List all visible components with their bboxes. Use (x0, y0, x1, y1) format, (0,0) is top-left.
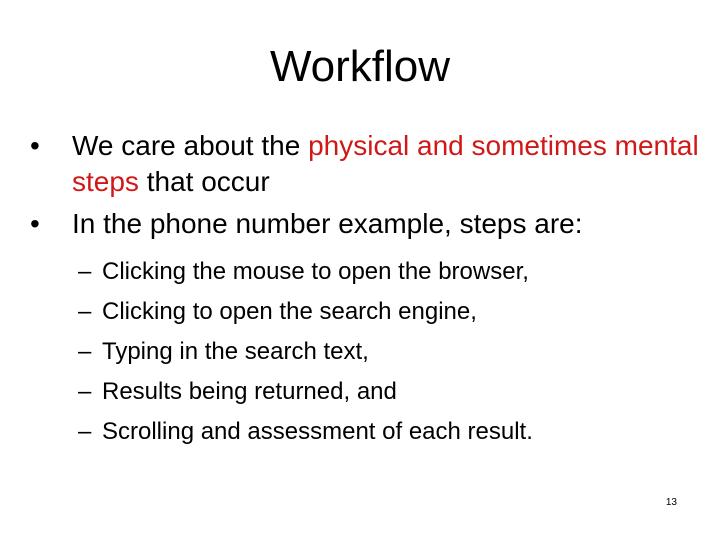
sub-item (78, 292, 700, 332)
dash-marker: – (78, 258, 92, 285)
bullet-list (30, 128, 700, 452)
dash-marker: – (78, 418, 92, 445)
bullet-marker: • (30, 208, 40, 239)
bullet-text-end: that occur (138, 166, 270, 197)
sub-item (78, 252, 700, 292)
dash-marker: – (78, 298, 92, 325)
sub-item (78, 372, 700, 412)
dash-marker: – (78, 378, 92, 405)
slide-title: Workflow (269, 42, 451, 91)
dash-marker: – (78, 338, 92, 365)
sub-item (78, 412, 700, 452)
sub-item-text: Scrolling and assessment of each result. (102, 418, 533, 445)
sub-item (78, 332, 700, 372)
page-number: 13 (665, 497, 677, 508)
bullet-text: We care about the (72, 130, 309, 161)
bullet-item (30, 206, 700, 242)
bullet-text: In the phone number example, steps are: (72, 208, 583, 239)
sub-item-text: Results being returned, and (102, 378, 397, 405)
sub-item-text: Clicking to open the search engine, (102, 298, 477, 325)
bullet-item (30, 128, 700, 200)
bullet-marker: • (30, 130, 40, 161)
highlighted-text: physical and sometimes mental steps (72, 130, 699, 197)
sub-list (30, 252, 700, 452)
sub-item-text: Clicking the mouse to open the browser, (102, 258, 529, 285)
sub-item-text: Typing in the search text, (102, 338, 369, 365)
